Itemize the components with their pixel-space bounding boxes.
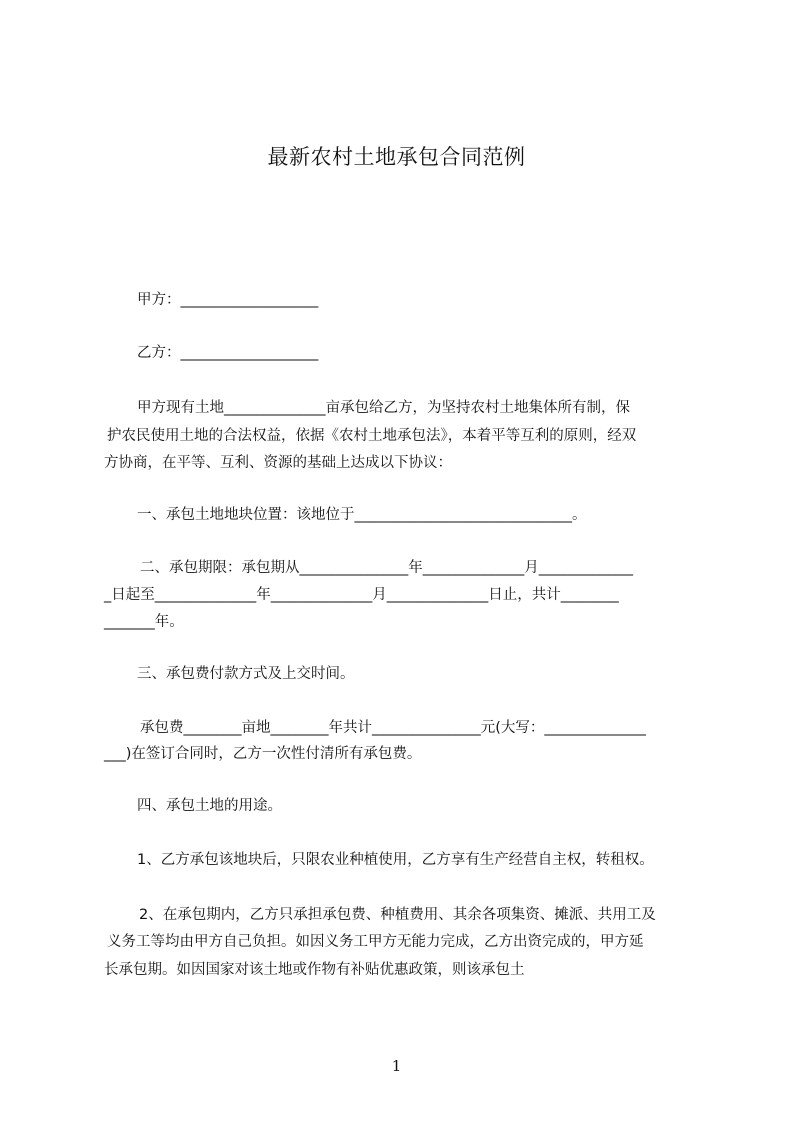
use-item-2-line-2: 义务工等均由甲方自己负担。如因义务工甲方无能力完成，乙方出资完成的，甲方延 <box>107 934 644 950</box>
clause-2-line-1: 二、承包期限：承包期从_______________年______________月_____________ <box>140 560 633 576</box>
party-a-line: 甲方：___________________ <box>137 292 319 308</box>
intro-line-2: 护农民使用土地的合法权益，依据《农村土地承包法》，本着平等互利的原则，经双 <box>107 428 637 444</box>
page-number: 1 <box>391 1057 402 1075</box>
party-b-line: 乙方：___________________ <box>137 345 319 361</box>
clause-4-heading: 四、承包土地的用途。 <box>137 798 282 814</box>
clause-1-location: 一、承包土地地块位置：该地位于______________________________。 <box>137 507 587 523</box>
use-item-1: 1、乙方承包该地块后，只限农业种植使用，乙方享有生产经营自主权，转租权。 <box>137 852 654 868</box>
document-title: 最新农村土地承包合同范例 <box>267 145 526 169</box>
clause-3-heading: 三、承包费付款方式及上交时间。 <box>137 666 355 682</box>
clause-2-line-3: _______年。 <box>104 614 184 630</box>
clause-2-line-2: _日起至______________年______________月______________日止，共计________ <box>104 587 619 603</box>
fee-line-2: ___)在签订合同时，乙方一次性付清所有承包费。 <box>104 746 422 762</box>
use-item-2-line-1: 2、在承包期内，乙方只承担承包费、种植费用、其余各项集资、摊派、共用工及 <box>139 907 656 923</box>
use-item-2-line-3: 长承包期。如因国家对该土地或作物有补贴优惠政策，则该承包土 <box>104 962 525 978</box>
fee-line-1: 承包费________亩地________年共计_______________元(大写：______________ <box>140 720 646 736</box>
intro-line-1: 甲方现有土地______________亩承包给乙方，为坚持农村土地集体所有制，保 <box>137 400 630 416</box>
intro-line-3: 方协商，在平等、互利、资源的基础上达成以下协议： <box>104 455 452 471</box>
